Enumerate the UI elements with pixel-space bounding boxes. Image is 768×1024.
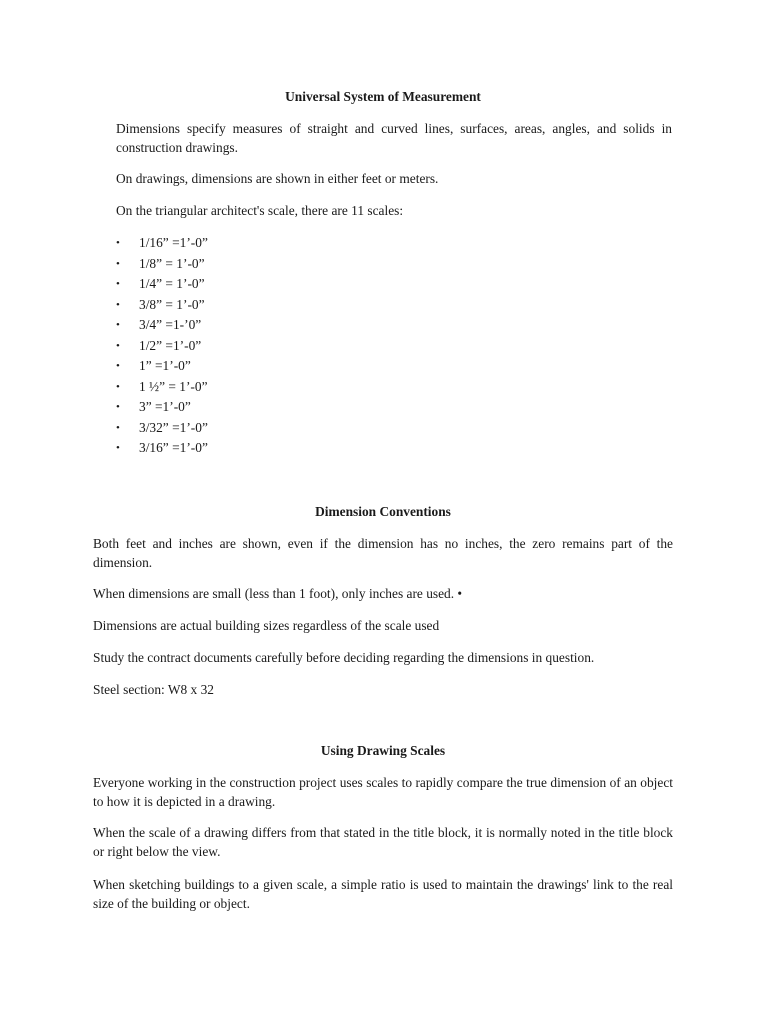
scale-label: 1” =1’-0” (139, 358, 191, 373)
paragraph-eleven-scales: On the triangular architect's scale, there are 11 scales: (116, 203, 404, 218)
list-item (116, 336, 208, 357)
list-item (116, 295, 208, 316)
scale-label: 3/16” =1’-0” (139, 440, 208, 455)
list-item (116, 377, 208, 398)
scale-label: 3/32” =1’-0” (139, 419, 208, 435)
paragraph-small-dimensions: When dimensions are small (less than 1 foot), only inches are used. • (93, 586, 463, 601)
scale-label: 3/4” =1-’0” (139, 317, 202, 332)
list-item (116, 397, 208, 418)
paragraph-sketching-buildings: When sketching buildings to a given scale, a simple ratio is used to maintain the drawings' link to the real size of the building or object. (93, 877, 673, 911)
paragraph-study-documents: Study the contract documents carefully before deciding regarding the dimensions in question. (93, 650, 595, 665)
scale-label: 1/2” =1’-0” (139, 337, 202, 353)
list-item (116, 356, 208, 377)
scale-label: 1/4” = 1’-0” (139, 276, 205, 291)
scale-label: 3/8” = 1’-0” (139, 296, 205, 312)
paragraph-feet-and-inches: Both feet and inches are shown, even if the dimension has no inches, the zero remains part of the dimension. (93, 536, 673, 570)
list-item (116, 254, 208, 275)
bullet-icon: • (116, 442, 120, 454)
bullet-icon: • (116, 360, 120, 372)
paragraph-everyone-uses-scales: Everyone working in the construction project uses scales to rapidly compare the true dimension of an object to how it is depicted in a drawing. (93, 775, 673, 809)
bullet-icon: • (116, 339, 120, 352)
list-item (116, 233, 208, 254)
section-title-universal-system: Universal System of Measurement (285, 89, 481, 104)
list-item (116, 438, 208, 459)
scales-list (116, 233, 208, 459)
paragraph-feet-or-meters: On drawings, dimensions are shown in either feet or meters. (116, 171, 439, 186)
scale-label: 1/16” =1’-0” (139, 235, 208, 250)
scale-label: 1/8” = 1’-0” (139, 255, 205, 271)
bullet-icon: • (116, 421, 120, 434)
bullet-icon: • (116, 319, 120, 331)
paragraph-dimensions-specify: Dimensions specify measures of straight and curved lines, surfaces, areas, angles, and solids in construction drawings. (116, 121, 672, 155)
paragraph-scale-differs: When the scale of a drawing differs from that stated in the title block, it is normally noted in the title block or right below the view. (93, 825, 673, 859)
section-title-dimension-conventions: Dimension Conventions (315, 504, 451, 519)
list-item (116, 315, 208, 336)
paragraph-actual-sizes: Dimensions are actual building sizes regardless of the scale used (93, 618, 440, 633)
list-item (116, 274, 208, 295)
section-title-using-drawing-scales: Using Drawing Scales (320, 743, 446, 758)
bullet-icon: • (116, 380, 120, 393)
bullet-icon: • (116, 298, 120, 311)
bullet-icon: • (116, 278, 120, 290)
bullet-icon: • (116, 257, 120, 270)
list-item (116, 418, 208, 439)
bullet-icon: • (116, 237, 120, 249)
bullet-icon: • (116, 401, 120, 413)
scale-label: 3” =1’-0” (139, 399, 191, 414)
scale-label: 1 ½” = 1’-0” (139, 378, 208, 394)
paragraph-steel-section: Steel section: W8 x 32 (93, 682, 214, 697)
